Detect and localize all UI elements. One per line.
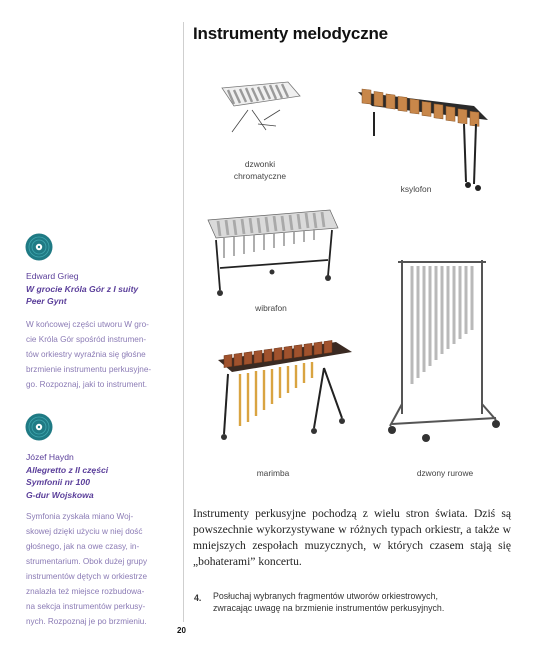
composer-name: Józef Haydn (26, 452, 74, 462)
vibraphone-illustration (204, 206, 342, 302)
task-line: Posłuchaj wybranych fragmentów utworów orkiestrowych, (213, 591, 438, 601)
column-divider (183, 22, 184, 622)
work-title-line: G-dur Wojskowa (26, 489, 94, 500)
desc-line: głośnego, jak na owe czasy, in- (26, 542, 140, 551)
desc-line: Symfonia zyskała miano Woj- (26, 512, 134, 521)
desc-line: skowej dzięki użyciu w niej dość (26, 527, 143, 536)
caption-tubular-bells: dzwony rurowe (416, 468, 474, 478)
work-title-line: Symfonii nr 100 (26, 477, 90, 487)
work-title-line: W grocie Króla Gór z I suity (26, 283, 139, 294)
caption-glockenspiel (222, 158, 298, 182)
desc-line: W końcowej części utworu W gro- (26, 319, 149, 329)
work-title-line: Peer Gynt (26, 296, 67, 306)
work-title-line: Allegretto z II części (26, 464, 109, 475)
glockenspiel-illustration (218, 80, 304, 136)
task-line: zwracając uwagę na brzmienie instrumentów perkusyjnych. (213, 603, 445, 613)
caption-line: dzwonki (244, 159, 276, 169)
block-description (26, 317, 166, 392)
page-number: 20 (177, 626, 186, 635)
task-text (213, 590, 513, 614)
marimba-illustration (214, 338, 356, 444)
desc-line: tów orkiestry wyraźnia się głośne (26, 349, 146, 359)
caption-xylophone: ksylofon (400, 184, 432, 194)
desc-line: cie Króla Gór spośród instrumen- (26, 334, 147, 344)
desc-line: nych. Rozpoznaj je po brzmieniu. (26, 617, 147, 626)
body-paragraph: Instrumenty perkusyjne pochodzą z wielu stron świata. Dziś są powszechnie wykorzystywane w różnych typach orkiestr, a także w mniejszych zespołach muzycznych, w których czasem stają się „bohaterami” koncertu. (193, 507, 511, 568)
listening-block-haydn (26, 451, 166, 629)
desc-line: na sekcja instrumentów perkusy- (26, 602, 146, 611)
caption-vibraphone: wibrafon (255, 303, 287, 313)
desc-line: strumentarium. Obok dużej grupy (26, 557, 148, 566)
desc-line: znalazła też miejsce rozbudowa- (26, 587, 145, 596)
page-title: Instrumenty melodyczne (193, 24, 388, 43)
caption-line: chromatyczne (233, 171, 287, 181)
tubular-bells-illustration (386, 254, 504, 444)
music-disc-icon (25, 413, 53, 441)
music-disc-icon (25, 233, 53, 261)
block-description (26, 509, 166, 629)
listening-block-grieg (26, 270, 166, 392)
desc-line: instrumentów dętych w orkiestrze (26, 572, 148, 581)
desc-line: brzmienie instrumentu perkusyjne- (26, 364, 152, 374)
caption-marimba: marimba (256, 468, 290, 478)
desc-line: go. Rozpoznaj, jaki to instrument. (26, 379, 148, 389)
xylophone-illustration (354, 84, 492, 192)
task-number: 4. (194, 593, 202, 603)
composer-name: Edward Grieg (26, 271, 79, 281)
